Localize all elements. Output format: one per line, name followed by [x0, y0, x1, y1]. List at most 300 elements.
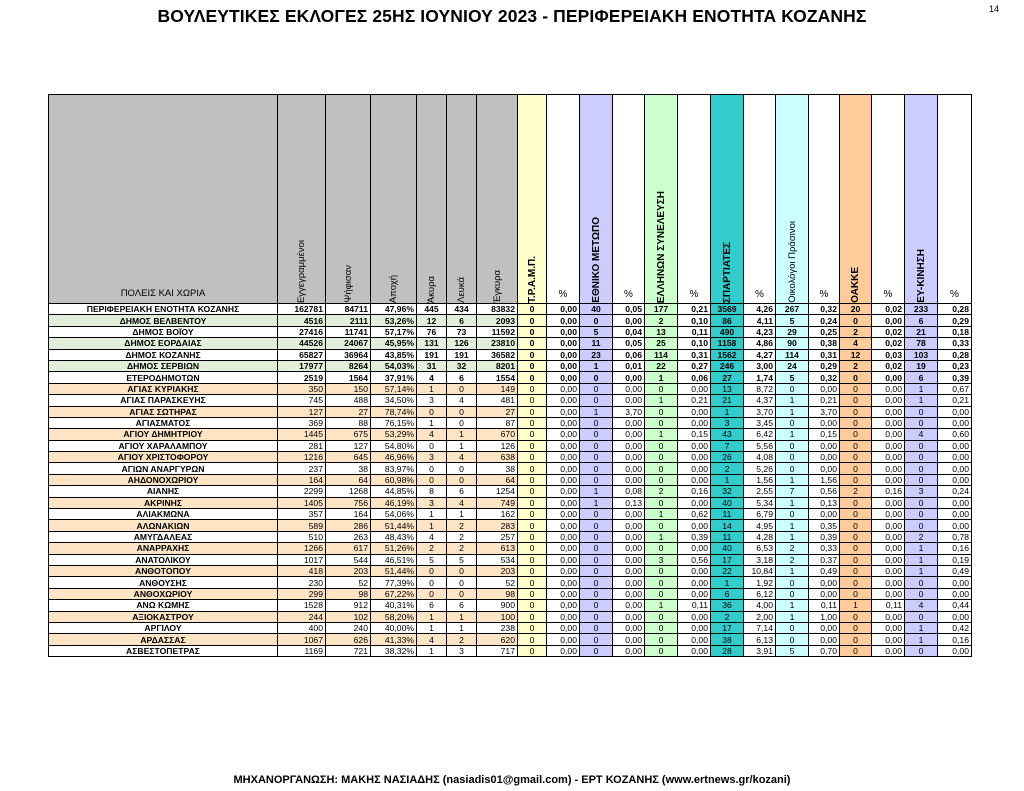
column-header-invalid: Άκυρα	[417, 95, 447, 304]
cell-oikologoi-prasinoi-pct: 0,00	[809, 463, 840, 474]
cell-oikologoi-prasinoi-pct: 0,00	[809, 383, 840, 394]
cell-registered: 357	[278, 509, 326, 520]
cell-ethniko-metopo-votes: 0	[580, 474, 613, 485]
cell-spartiates-pct: 3,91	[744, 645, 776, 656]
cell-oikologoi-prasinoi-votes: 1	[776, 565, 809, 576]
cell-oakke-pct: 0,00	[872, 520, 905, 531]
cell-ethniko-metopo-pct: 0,13	[613, 497, 645, 508]
cell-ellinon-synelefsi-votes: 0	[645, 543, 678, 554]
cell-spartiates-pct: 6,42	[744, 429, 776, 440]
table-row	[49, 406, 972, 417]
cell-tramp-pct: 0,00	[547, 577, 580, 588]
cell-ethniko-metopo-votes: 0	[580, 463, 613, 474]
column-header-pct: %	[938, 95, 972, 304]
table-header-row	[49, 95, 972, 304]
cell-oakke-votes: 0	[840, 531, 872, 542]
cell-ey-kinisi-pct: 0,16	[938, 634, 972, 645]
cell-ey-kinisi-pct: 0,67	[938, 383, 972, 394]
cell-ellinon-synelefsi-pct: 0,10	[678, 338, 711, 349]
cell-ellinon-synelefsi-pct: 0,16	[678, 486, 711, 497]
cell-oikologoi-prasinoi-pct: 0,70	[809, 645, 840, 656]
cell-ethniko-metopo-pct: 0,00	[613, 645, 645, 656]
cell-spartiates-votes: 1158	[711, 338, 744, 349]
cell-spartiates-votes: 17	[711, 554, 744, 565]
cell-oikologoi-prasinoi-pct: 0,00	[809, 622, 840, 633]
row-label: ΑΣΒΕΣΤΟΠΕΤΡΑΣ	[49, 645, 278, 656]
cell-tramp-votes: 0	[518, 634, 547, 645]
cell-ey-kinisi-pct: 0,18	[938, 326, 972, 337]
cell-ethniko-metopo-pct: 0,00	[613, 577, 645, 588]
cell-oikologoi-prasinoi-pct: 0,11	[809, 600, 840, 611]
cell-ethniko-metopo-votes: 0	[580, 531, 613, 542]
row-label: ΑΓΙΑΣ ΚΥΡΙΑΚΗΣ	[49, 383, 278, 394]
column-header-party-spartiates: ΣΠΑΡΤΙΑΤΕΣ	[711, 95, 744, 304]
row-label: ΑΝΑΡΡΑΧΗΣ	[49, 543, 278, 554]
cell-valid: 27	[477, 406, 518, 417]
cell-ey-kinisi-votes: 19	[905, 360, 938, 371]
cell-oikologoi-prasinoi-votes: 0	[776, 577, 809, 588]
cell-valid: 1554	[477, 372, 518, 383]
cell-ethniko-metopo-pct: 0,00	[613, 531, 645, 542]
cell-spartiates-pct: 4,95	[744, 520, 776, 531]
cell-ellinon-synelefsi-pct: 0,56	[678, 554, 711, 565]
cell-blank: 1	[447, 622, 477, 633]
cell-spartiates-votes: 14	[711, 520, 744, 531]
cell-ethniko-metopo-pct: 0,06	[613, 349, 645, 360]
cell-oikologoi-prasinoi-votes: 1	[776, 406, 809, 417]
cell-blank: 2	[447, 543, 477, 554]
cell-ey-kinisi-pct: 0,21	[938, 395, 972, 406]
cell-ethniko-metopo-votes: 0	[580, 577, 613, 588]
cell-ey-kinisi-votes: 0	[905, 452, 938, 463]
cell-ey-kinisi-votes: 4	[905, 429, 938, 440]
row-label: ΔΗΜΟΣ ΒΕΛΒΕΝΤΟΥ	[49, 315, 278, 326]
cell-oikologoi-prasinoi-votes: 2	[776, 543, 809, 554]
cell-oikologoi-prasinoi-pct: 0,15	[809, 429, 840, 440]
cell-oikologoi-prasinoi-votes: 1	[776, 429, 809, 440]
cell-oakke-pct: 0,02	[872, 326, 905, 337]
cell-ethniko-metopo-pct: 0,00	[613, 588, 645, 599]
cell-ey-kinisi-pct: 0,28	[938, 349, 972, 360]
cell-blank: 2	[447, 520, 477, 531]
cell-oakke-pct: 0,00	[872, 429, 905, 440]
cell-ellinon-synelefsi-pct: 0,00	[678, 463, 711, 474]
cell-ethniko-metopo-votes: 0	[580, 622, 613, 633]
cell-tramp-pct: 0,00	[547, 349, 580, 360]
cell-ellinon-synelefsi-pct: 0,21	[678, 304, 711, 315]
cell-voted: 240	[326, 622, 371, 633]
cell-oakke-votes: 0	[840, 315, 872, 326]
cell-oakke-votes: 0	[840, 554, 872, 565]
cell-ethniko-metopo-pct: 0,00	[613, 634, 645, 645]
row-label: ΑΚΡΙΝΗΣ	[49, 497, 278, 508]
cell-spartiates-pct: 4,11	[744, 315, 776, 326]
column-header-abstention: Αποχή	[371, 95, 417, 304]
column-header-pct: %	[613, 95, 645, 304]
cell-invalid: 445	[417, 304, 447, 315]
row-label: ΕΤΕΡΟΔΗΜΟΤΩΝ	[49, 372, 278, 383]
cell-registered: 745	[278, 395, 326, 406]
cell-spartiates-pct: 1,56	[744, 474, 776, 485]
cell-oakke-pct: 0,00	[872, 383, 905, 394]
cell-oakke-votes: 0	[840, 452, 872, 463]
cell-ethniko-metopo-votes: 0	[580, 315, 613, 326]
row-label: ΔΗΜΟΣ ΚΟΖΑΝΗΣ	[49, 349, 278, 360]
cell-oakke-pct: 0,00	[872, 622, 905, 633]
cell-oakke-pct: 0,16	[872, 486, 905, 497]
cell-ey-kinisi-pct: 0,33	[938, 338, 972, 349]
table-row	[49, 474, 972, 485]
cell-voted: 203	[326, 565, 371, 576]
cell-invalid: 6	[417, 600, 447, 611]
cell-oakke-votes: 4	[840, 338, 872, 349]
cell-voted: 52	[326, 577, 371, 588]
cell-ey-kinisi-pct: 0,60	[938, 429, 972, 440]
cell-ey-kinisi-pct: 0,19	[938, 554, 972, 565]
cell-spartiates-votes: 13	[711, 383, 744, 394]
cell-abstention: 43,85%	[371, 349, 417, 360]
cell-valid: 1254	[477, 486, 518, 497]
cell-spartiates-pct: 3,00	[744, 360, 776, 371]
cell-oikologoi-prasinoi-votes: 1	[776, 395, 809, 406]
cell-tramp-pct: 0,00	[547, 395, 580, 406]
cell-oakke-votes: 0	[840, 634, 872, 645]
cell-oakke-pct: 0,00	[872, 463, 905, 474]
cell-blank: 1	[447, 509, 477, 520]
cell-oakke-pct: 0,00	[872, 634, 905, 645]
cell-ey-kinisi-votes: 1	[905, 565, 938, 576]
cell-oakke-pct: 0,00	[872, 315, 905, 326]
cell-spartiates-pct: 6,79	[744, 509, 776, 520]
cell-oakke-votes: 0	[840, 383, 872, 394]
cell-oikologoi-prasinoi-votes: 0	[776, 463, 809, 474]
cell-tramp-votes: 0	[518, 372, 547, 383]
cell-abstention: 38,32%	[371, 645, 417, 656]
cell-abstention: 41,33%	[371, 634, 417, 645]
cell-ethniko-metopo-pct: 0,00	[613, 565, 645, 576]
cell-ey-kinisi-votes: 2	[905, 531, 938, 542]
cell-spartiates-votes: 6	[711, 588, 744, 599]
cell-oakke-votes: 0	[840, 440, 872, 451]
cell-spartiates-pct: 4,26	[744, 304, 776, 315]
table-row	[49, 565, 972, 576]
cell-ellinon-synelefsi-pct: 0,00	[678, 497, 711, 508]
cell-spartiates-pct: 6,12	[744, 588, 776, 599]
cell-spartiates-votes: 32	[711, 486, 744, 497]
cell-ellinon-synelefsi-votes: 0	[645, 452, 678, 463]
row-label: ΔΗΜΟΣ ΣΕΡΒΙΩΝ	[49, 360, 278, 371]
cell-spartiates-votes: 22	[711, 565, 744, 576]
row-label: ΑΞΙΟΚΑΣΤΡΟΥ	[49, 611, 278, 622]
cell-tramp-votes: 0	[518, 509, 547, 520]
cell-registered: 1266	[278, 543, 326, 554]
cell-ethniko-metopo-pct: 0,00	[613, 474, 645, 485]
cell-spartiates-votes: 40	[711, 497, 744, 508]
cell-tramp-votes: 0	[518, 326, 547, 337]
table-row	[49, 588, 972, 599]
cell-ellinon-synelefsi-pct: 0,00	[678, 622, 711, 633]
cell-ethniko-metopo-votes: 1	[580, 406, 613, 417]
cell-ellinon-synelefsi-pct: 0,21	[678, 395, 711, 406]
cell-ey-kinisi-votes: 0	[905, 645, 938, 656]
cell-oakke-pct: 0,00	[872, 577, 905, 588]
row-label: ΑΜΥΓΔΑΛΕΑΣ	[49, 531, 278, 542]
cell-oikologoi-prasinoi-pct: 0,25	[809, 326, 840, 337]
cell-invalid: 131	[417, 338, 447, 349]
cell-tramp-pct: 0,00	[547, 600, 580, 611]
cell-ey-kinisi-votes: 1	[905, 543, 938, 554]
cell-oakke-pct: 0,00	[872, 554, 905, 565]
column-header-pct: %	[744, 95, 776, 304]
cell-valid: 52	[477, 577, 518, 588]
cell-voted: 84711	[326, 304, 371, 315]
cell-registered: 1405	[278, 497, 326, 508]
cell-invalid: 4	[417, 429, 447, 440]
cell-ey-kinisi-pct: 0,28	[938, 304, 972, 315]
cell-spartiates-pct: 4,27	[744, 349, 776, 360]
table-row	[49, 554, 972, 565]
cell-ey-kinisi-votes: 21	[905, 326, 938, 337]
cell-tramp-votes: 0	[518, 406, 547, 417]
column-header-name: ΠΟΛΕΙΣ ΚΑΙ ΧΩΡΙΑ	[49, 95, 278, 304]
cell-oikologoi-prasinoi-votes: 5	[776, 372, 809, 383]
results-table	[48, 94, 972, 657]
cell-registered: 400	[278, 622, 326, 633]
column-header-party-tramp: Τ.Ρ.Α.Μ.Π.	[518, 95, 547, 304]
cell-oikologoi-prasinoi-pct: 0,29	[809, 360, 840, 371]
cell-abstention: 53,26%	[371, 315, 417, 326]
table-row	[49, 611, 972, 622]
column-header-valid: Έγκυρα	[477, 95, 518, 304]
cell-abstention: 51,44%	[371, 520, 417, 531]
cell-blank: 4	[447, 395, 477, 406]
cell-registered: 510	[278, 531, 326, 542]
cell-abstention: 40,31%	[371, 600, 417, 611]
cell-oakke-pct: 0,00	[872, 372, 905, 383]
table-row	[49, 315, 972, 326]
cell-spartiates-pct: 5,56	[744, 440, 776, 451]
row-label: ΑΛΩΝΑΚΙΩΝ	[49, 520, 278, 531]
cell-tramp-pct: 0,00	[547, 588, 580, 599]
cell-tramp-votes: 0	[518, 452, 547, 463]
cell-ellinon-synelefsi-pct: 0,00	[678, 440, 711, 451]
cell-registered: 281	[278, 440, 326, 451]
cell-valid: 534	[477, 554, 518, 565]
cell-tramp-pct: 0,00	[547, 486, 580, 497]
cell-registered: 127	[278, 406, 326, 417]
cell-spartiates-votes: 2	[711, 463, 744, 474]
row-label: ΑΙΑΝΗΣ	[49, 486, 278, 497]
cell-spartiates-pct: 4,86	[744, 338, 776, 349]
cell-registered: 237	[278, 463, 326, 474]
cell-blank: 32	[447, 360, 477, 371]
cell-voted: 756	[326, 497, 371, 508]
cell-invalid: 4	[417, 372, 447, 383]
cell-spartiates-pct: 1,74	[744, 372, 776, 383]
cell-ey-kinisi-pct: 0,49	[938, 565, 972, 576]
cell-blank: 73	[447, 326, 477, 337]
cell-blank: 0	[447, 565, 477, 576]
row-label: ΑΡΔΑΣΣΑΣ	[49, 634, 278, 645]
cell-spartiates-votes: 86	[711, 315, 744, 326]
table-row	[49, 622, 972, 633]
cell-spartiates-pct: 7,14	[744, 622, 776, 633]
cell-oakke-votes: 0	[840, 645, 872, 656]
cell-oikologoi-prasinoi-pct: 0,37	[809, 554, 840, 565]
cell-valid: 162	[477, 509, 518, 520]
cell-blank: 1	[447, 611, 477, 622]
cell-oikologoi-prasinoi-pct: 0,32	[809, 304, 840, 315]
cell-abstention: 37,91%	[371, 372, 417, 383]
cell-oikologoi-prasinoi-pct: 0,38	[809, 338, 840, 349]
cell-abstention: 44,85%	[371, 486, 417, 497]
cell-abstention: 46,51%	[371, 554, 417, 565]
cell-oakke-votes: 0	[840, 406, 872, 417]
cell-ey-kinisi-pct: 0,00	[938, 588, 972, 599]
cell-registered: 1445	[278, 429, 326, 440]
cell-spartiates-pct: 3,18	[744, 554, 776, 565]
cell-oikologoi-prasinoi-votes: 0	[776, 440, 809, 451]
cell-tramp-votes: 0	[518, 417, 547, 428]
cell-ellinon-synelefsi-votes: 0	[645, 474, 678, 485]
cell-ellinon-synelefsi-pct: 0,00	[678, 383, 711, 394]
cell-voted: 64	[326, 474, 371, 485]
cell-invalid: 0	[417, 440, 447, 451]
cell-invalid: 31	[417, 360, 447, 371]
cell-invalid: 3	[417, 452, 447, 463]
cell-ellinon-synelefsi-votes: 13	[645, 326, 678, 337]
cell-tramp-votes: 0	[518, 600, 547, 611]
cell-ethniko-metopo-votes: 1	[580, 486, 613, 497]
table-row	[49, 497, 972, 508]
table-row	[49, 531, 972, 542]
cell-oakke-votes: 0	[840, 372, 872, 383]
table-row	[49, 326, 972, 337]
cell-voted: 721	[326, 645, 371, 656]
cell-abstention: 76,15%	[371, 417, 417, 428]
cell-ey-kinisi-votes: 0	[905, 611, 938, 622]
cell-spartiates-pct: 5,34	[744, 497, 776, 508]
cell-blank: 1	[447, 429, 477, 440]
cell-voted: 263	[326, 531, 371, 542]
cell-oikologoi-prasinoi-votes: 29	[776, 326, 809, 337]
cell-oikologoi-prasinoi-pct: 0,00	[809, 452, 840, 463]
cell-ey-kinisi-pct: 0,44	[938, 600, 972, 611]
table-body	[49, 304, 972, 657]
cell-ethniko-metopo-votes: 0	[580, 383, 613, 394]
cell-oakke-pct: 0,03	[872, 349, 905, 360]
cell-spartiates-votes: 21	[711, 395, 744, 406]
cell-spartiates-pct: 2,00	[744, 611, 776, 622]
cell-tramp-votes: 0	[518, 315, 547, 326]
cell-tramp-pct: 0,00	[547, 611, 580, 622]
cell-tramp-votes: 0	[518, 497, 547, 508]
cell-ey-kinisi-votes: 3	[905, 486, 938, 497]
table-row	[49, 338, 972, 349]
page-title: ΒΟΥΛΕΥΤΙΚΕΣ ΕΚΛΟΓΕΣ 25ΗΣ ΙΟΥΝΙΟΥ 2023 - ΠΕΡΙΦΕΡΕΙΑΚΗ ΕΝΟΤΗΤΑ ΚΟΖΑΝΗΣ	[157, 6, 867, 26]
cell-valid: 149	[477, 383, 518, 394]
cell-invalid: 3	[417, 395, 447, 406]
table-row	[49, 395, 972, 406]
cell-ellinon-synelefsi-votes: 0	[645, 565, 678, 576]
cell-oikologoi-prasinoi-pct: 3,70	[809, 406, 840, 417]
cell-oakke-pct: 0,00	[872, 417, 905, 428]
cell-tramp-pct: 0,00	[547, 531, 580, 542]
cell-ellinon-synelefsi-votes: 1	[645, 600, 678, 611]
cell-registered: 2299	[278, 486, 326, 497]
column-header-voted: Ψήφισαν	[326, 95, 371, 304]
cell-blank: 4	[447, 497, 477, 508]
cell-voted: 164	[326, 509, 371, 520]
cell-ellinon-synelefsi-pct: 0,11	[678, 326, 711, 337]
cell-tramp-votes: 0	[518, 565, 547, 576]
cell-tramp-pct: 0,00	[547, 509, 580, 520]
cell-tramp-votes: 0	[518, 429, 547, 440]
cell-oakke-votes: 0	[840, 520, 872, 531]
cell-ey-kinisi-votes: 0	[905, 520, 938, 531]
table-row	[49, 509, 972, 520]
cell-ellinon-synelefsi-pct: 0,00	[678, 406, 711, 417]
cell-valid: 126	[477, 440, 518, 451]
cell-oakke-votes: 0	[840, 543, 872, 554]
cell-ey-kinisi-votes: 0	[905, 417, 938, 428]
cell-spartiates-votes: 490	[711, 326, 744, 337]
cell-ethniko-metopo-pct: 0,00	[613, 372, 645, 383]
table-row	[49, 600, 972, 611]
cell-ethniko-metopo-votes: 0	[580, 520, 613, 531]
cell-invalid: 1	[417, 509, 447, 520]
cell-oakke-pct: 0,00	[872, 645, 905, 656]
cell-oikologoi-prasinoi-votes: 24	[776, 360, 809, 371]
cell-valid: 87	[477, 417, 518, 428]
cell-tramp-pct: 0,00	[547, 474, 580, 485]
column-header-pct: %	[678, 95, 711, 304]
cell-abstention: 54,03%	[371, 360, 417, 371]
cell-ellinon-synelefsi-votes: 1	[645, 429, 678, 440]
cell-spartiates-pct: 4,28	[744, 531, 776, 542]
cell-valid: 257	[477, 531, 518, 542]
cell-ellinon-synelefsi-votes: 177	[645, 304, 678, 315]
cell-ey-kinisi-votes: 0	[905, 440, 938, 451]
cell-blank: 6	[447, 486, 477, 497]
cell-oikologoi-prasinoi-votes: 0	[776, 588, 809, 599]
column-header-pct: %	[547, 95, 580, 304]
cell-blank: 2	[447, 531, 477, 542]
cell-blank: 4	[447, 452, 477, 463]
cell-registered: 17977	[278, 360, 326, 371]
cell-blank: 126	[447, 338, 477, 349]
cell-oakke-votes: 0	[840, 474, 872, 485]
cell-ellinon-synelefsi-votes: 0	[645, 588, 678, 599]
cell-invalid: 4	[417, 531, 447, 542]
cell-blank: 0	[447, 383, 477, 394]
cell-oikologoi-prasinoi-pct: 0,00	[809, 509, 840, 520]
cell-ellinon-synelefsi-pct: 0,00	[678, 452, 711, 463]
cell-oakke-pct: 0,00	[872, 611, 905, 622]
cell-oakke-votes: 12	[840, 349, 872, 360]
cell-blank: 0	[447, 417, 477, 428]
cell-tramp-pct: 0,00	[547, 463, 580, 474]
cell-ellinon-synelefsi-votes: 0	[645, 634, 678, 645]
cell-ellinon-synelefsi-votes: 25	[645, 338, 678, 349]
cell-ellinon-synelefsi-pct: 0,00	[678, 611, 711, 622]
cell-ey-kinisi-votes: 0	[905, 406, 938, 417]
cell-spartiates-votes: 38	[711, 634, 744, 645]
cell-spartiates-votes: 7	[711, 440, 744, 451]
column-header-party-ey-kinisi: ΕΥ-ΚΙΝΗΣΗ	[905, 95, 938, 304]
cell-valid: 238	[477, 622, 518, 633]
cell-ethniko-metopo-pct: 0,00	[613, 543, 645, 554]
